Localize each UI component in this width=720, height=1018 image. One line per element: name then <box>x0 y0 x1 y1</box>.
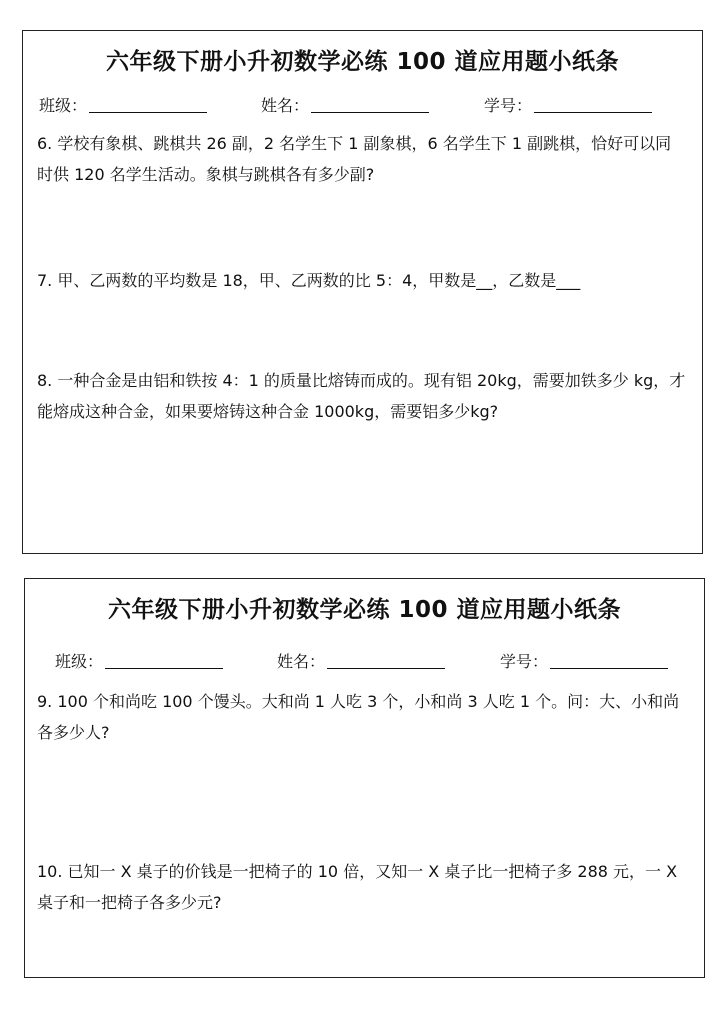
student-number-label: 学号： <box>484 96 533 115</box>
name-field <box>277 649 445 672</box>
student-info-row <box>41 649 694 673</box>
class-blank[interactable] <box>89 96 207 113</box>
question-9: 9. 100 个和尚吃 100 个馒头。大和尚 1 人吃 3 个，小和尚 3 人吃 1 个。问：大、小和尚各多少人? <box>37 692 680 742</box>
name-blank[interactable] <box>327 652 445 669</box>
question-10: 10. 已知一 X 桌子的价钱是一把椅子的 10 倍，又知一 X 桌子比一把椅子多 288 元，一 X 桌子和一把椅子各多少元? <box>37 862 678 912</box>
worksheet-card-1 <box>22 30 703 554</box>
question-8: 8. 一种合金是由铝和铁按 4：1 的质量比熔铸而成的。现有铝 20kg，需要加铁多少 kg，才能熔成这种合金，如果要熔铸这种合金 1000kg，需要铝多少kg? <box>37 371 686 421</box>
question-7: 7. 甲、乙两数的平均数是 18，甲、乙两数的比 5：4，甲数是__，乙数是___ <box>37 271 581 290</box>
name-label: 姓名： <box>261 96 310 115</box>
class-field <box>39 93 207 116</box>
name-field <box>261 93 429 116</box>
name-label: 姓名： <box>277 652 326 671</box>
class-label: 班级： <box>55 652 104 671</box>
sheet-title: 六年级下册小升初数学必练 100 道应用题小纸条 <box>105 49 620 75</box>
class-label: 班级： <box>39 96 88 115</box>
student-number-blank[interactable] <box>550 652 668 669</box>
student-number-label: 学号： <box>500 652 549 671</box>
student-number-blank[interactable] <box>534 96 652 113</box>
name-blank[interactable] <box>311 96 429 113</box>
class-blank[interactable] <box>105 652 223 669</box>
class-field <box>55 649 223 672</box>
question-6: 6. 学校有象棋、跳棋共 26 副，2 名学生下 1 副象棋，6 名学生下 1 副跳棋，恰好可以同时供 120 名学生活动。象棋与跳棋各有多少副? <box>37 134 672 184</box>
student-info-row <box>39 93 692 117</box>
worksheet-card-2 <box>24 578 705 978</box>
student-number-field <box>500 649 668 672</box>
student-number-field <box>484 93 652 116</box>
sheet-title: 六年级下册小升初数学必练 100 道应用题小纸条 <box>107 597 622 623</box>
